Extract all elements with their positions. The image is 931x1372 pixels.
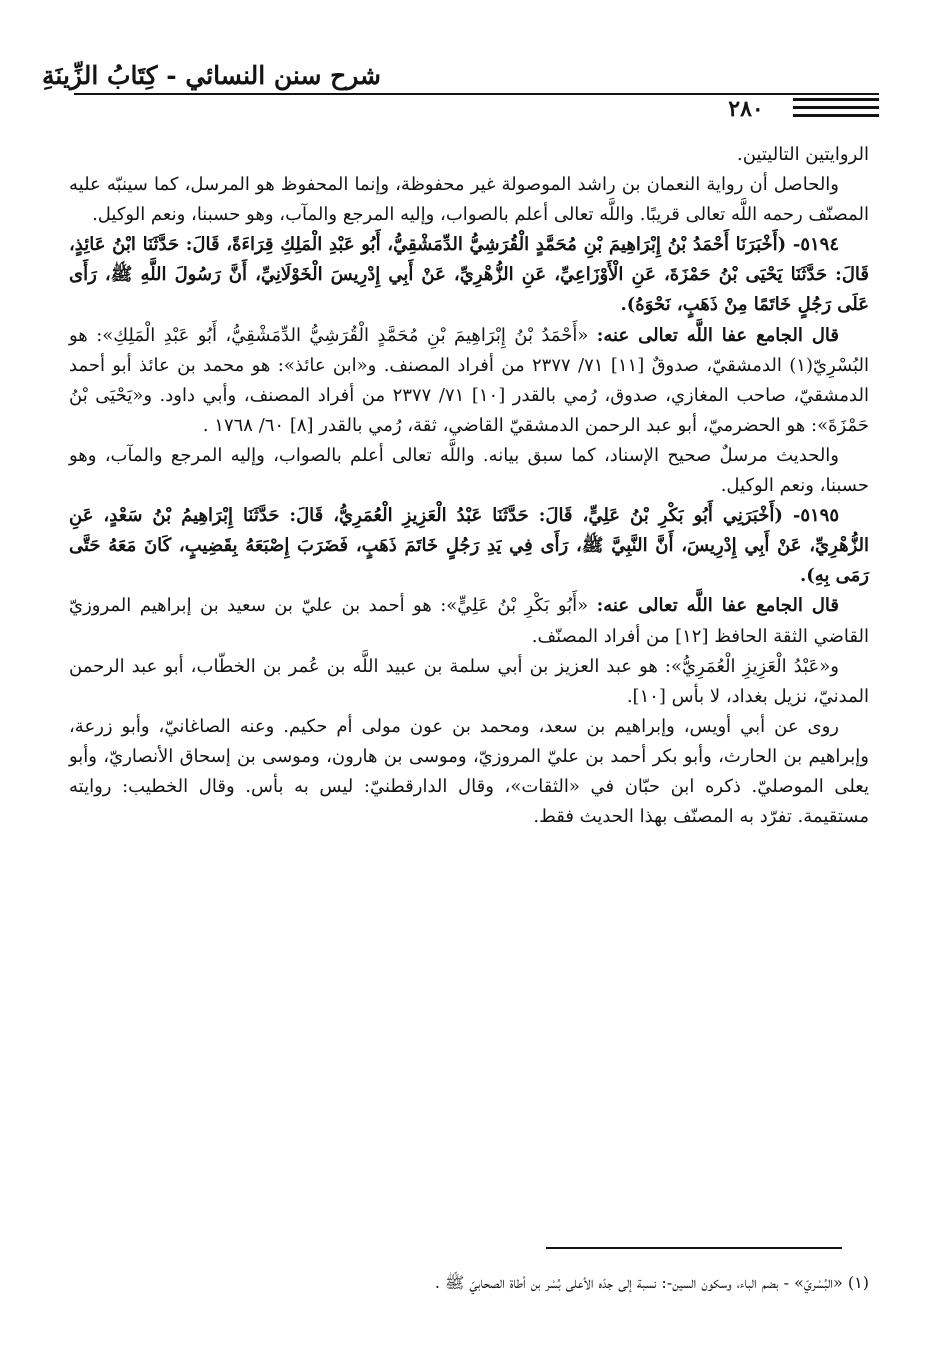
paragraph: والحديث مرسلٌ صحيح الإسناد، كما سبق بيانه. واللَّه تعالى أعلم بالصواب، وإليه المرجع والمآب، وهو حسبنا، ونعم الوكيل. (69, 444, 869, 497)
page-number-rule-top (793, 98, 879, 101)
hadith-5194: ٥١٩٤- (أَخْبَرَنَا أَحْمَدُ بْنُ إِبْرَاهِيمَ بْنِ مُحَمَّدٍ الْقُرَشِيُّ الدِّمَشْقِيُّ، أَبُو عَبْدِ الْمَلِكِ قِرَاءَةً، قَالَ: حَدَّثَنَا ابْنُ عَائِذٍ، قَالَ: حَدَّثَنَا يَحْيَى بْنُ حَمْزَةَ، عَنِ الْأَوْزَاعِيِّ، عَنِ الزُّهْرِيِّ، عَنْ أَبِي إِدْرِيسَ الْخَوْلَانِيِّ، أَنَّ رَسُولَ اللَّهِ ﷺ، رَأَى عَلَى رَجُلٍ خَاتَمًا مِنْ ذَهَبٍ، نَحْوَهُ). (69, 234, 869, 316)
main-text (69, 140, 869, 832)
commentary-lead: قال الجامع عفا اللَّه تعالى عنه: (596, 324, 840, 346)
commentary-lead: قال الجامع عفا اللَّه تعالى عنه: (596, 595, 839, 617)
page-number-rule-bottom (793, 114, 879, 117)
running-header-title: شرح سنن النسائي - كِتَابُ الزِّينَةِ (42, 61, 381, 90)
commentary-5195 (69, 591, 869, 651)
commentary-text: «أَبُو بَكْرِ بْنُ عَلِيٍّ»: هو أحمد بن عليّ بن سعيد بن إبراهيم المروزيّ القاضي الثقة الحافظ [١٢] من أفراد المصنّف. (69, 595, 869, 647)
paragraph: روى عن أبي أويس، وإبراهيم بن سعد، ومحمد بن عون مولى أم حكيم. وعنه الصاغانيّ، وأبو زرعة، وإبراهيم بن الحارث، وأبو بكر أحمد بن عليّ المروزيّ، وموسى بن هارون، وموسى بن إسحاق الأنصاريّ، وأبو يعلى الموصليّ. ذكره ابن حبّان في «الثقات»، وقال الدارقطنيّ: ليس به بأس. وقال الخطيب: روايته مستقيمة. تفرّد به المصنّف بهذا الحديث فقط. (69, 715, 869, 828)
commentary-text: «أَحْمَدُ بْنُ إِبْرَاهِيمَ بْنِ مُحَمَّدٍ الْقُرَشِيُّ الدِّمَشْقِيُّ، أَبُو عَبْدِ الْمَلِكِ»: هو البُسْرِيّ(١) الدمشقيّ، صدوقٌ [١١] ٧١/ ٢٣٧٧ من أفراد المصنف. و«ابن عائذ»: هو محمد بن عائذ أبو أحمد الدمشقيّ، صاحب المغازي، صدوق، رُمي بالقدر [١٠] ٧١/ ٢٣٧٧ من أفراد المصنف، وأبي داود. و«يَحْيَى بْنُ حَمْزَةَ»: هو الحضرميّ، أبو عبد الرحمن الدمشقيّ القاضي، ثقة، رُمي بالقدر [٨] ٦٠/ ١٧٦٨ . (69, 324, 869, 436)
footnote: (١) «البُسْريّ» - بضم الباء، وسكون السين-: نسبة إلى جدّه الأعلى بُسْر بن أطاة الصحابيّ ﷺ . (434, 1273, 869, 1292)
page-number-rule-middle (793, 106, 879, 109)
hadith-5195: ٥١٩٥- (أَخْبَرَنِي أَبُو بَكْرِ بْنُ عَلِيٍّ، قَالَ: حَدَّثَنَا عَبْدُ الْعَزِيزِ الْعُمَرِيُّ، قَالَ: حَدَّثَنَا إِبْرَاهِيمُ بْنُ سَعْدٍ، عَنِ الزُّهْرِيِّ، عَنْ أَبِي إِدْرِيسَ، أَنَّ النَّبِيَّ ﷺ، رَأَى فِي يَدِ رَجُلٍ خَاتَمَ ذَهَبٍ، فَضَرَبَ إِصْبَعَهُ بِقَضِيبٍ، كَانَ مَعَهُ حَتَّى رَمَى بِهِ). (69, 505, 869, 587)
paragraph: الروايتين التاليتين. (736, 144, 869, 165)
paragraph: و«عَبْدُ الْعَزِيزِ الْعُمَرِيُّ»: هو عبد العزيز بن أبي سلمة بن عبيد اللَّه بن عُمر بن الخطّاب، أبو عبد الرحمن المدنيّ، نزيل بغداد، لا بأس [١٠]. (69, 655, 869, 707)
commentary-5194 (69, 321, 869, 441)
page-number: ٢٨٠ (728, 96, 764, 122)
paragraph: والحاصل أن رواية النعمان بن راشد الموصولة غير محفوظة، وإنما المحفوظ هو المرسل، كما سينبّه عليه المصنّف رحمه اللَّه تعالى قريبًا. واللَّه تعالى أعلم بالصواب، وإليه المرجع والمآب، وهو حسبنا، ونعم الوكيل. (69, 174, 869, 226)
footnote-rule (546, 1247, 842, 1249)
